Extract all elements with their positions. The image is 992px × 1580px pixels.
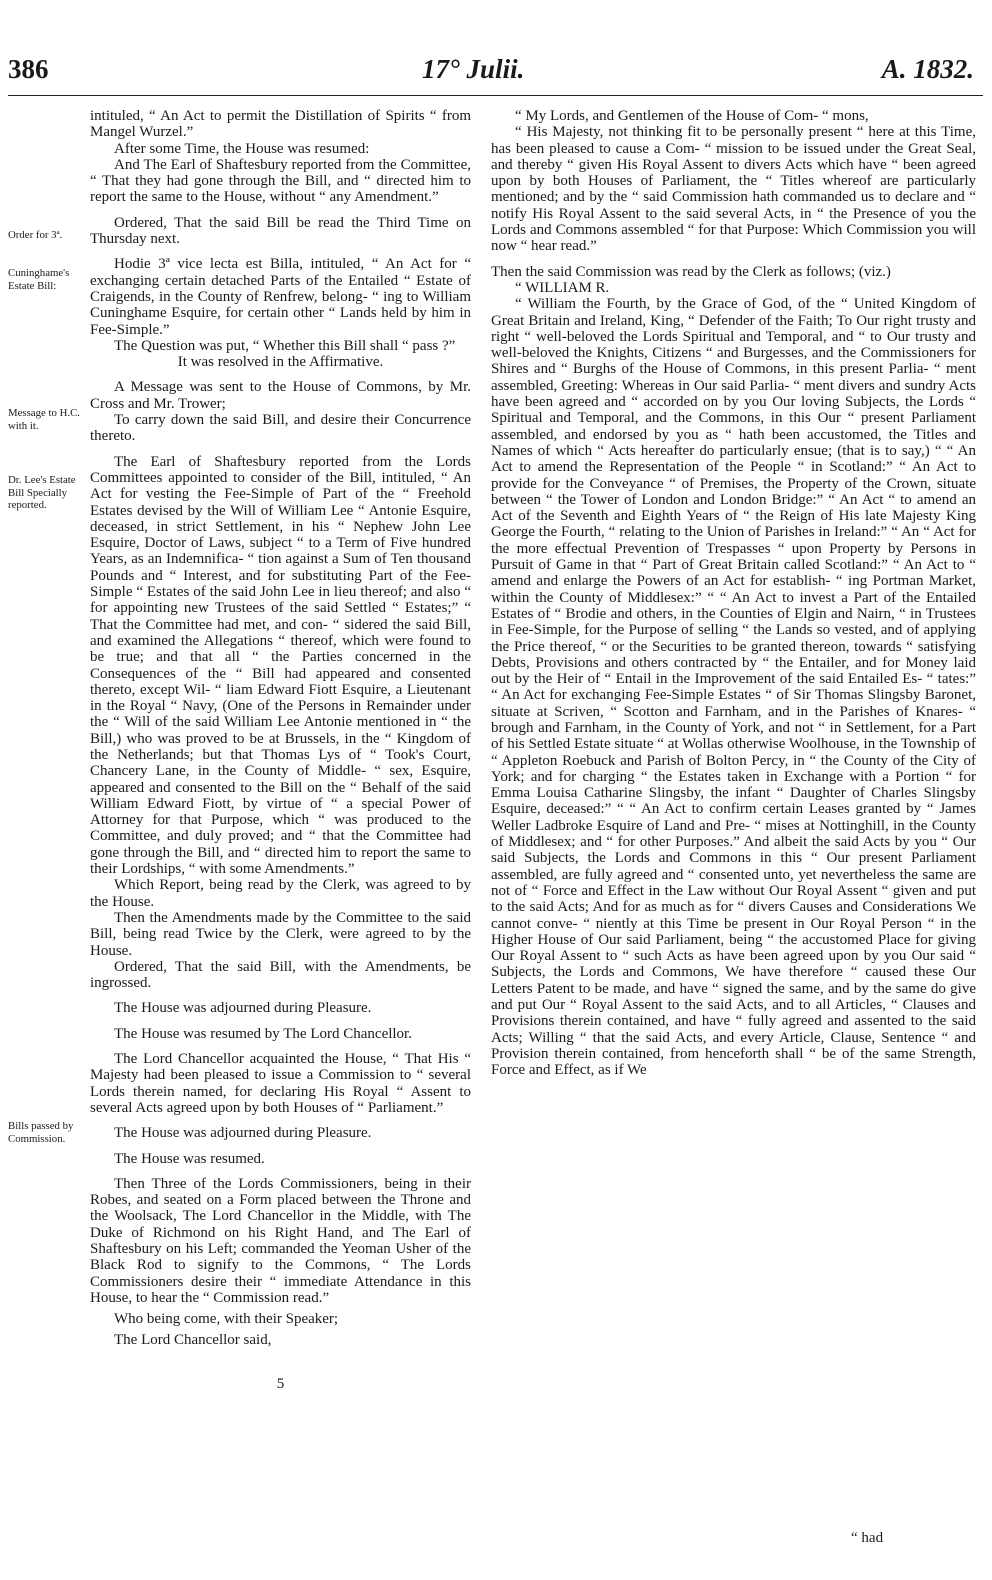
paragraph: The House was resumed by The Lord Chancellor.: [114, 1025, 412, 1042]
margin-note: Cuninghame's Estate Bill:: [8, 267, 70, 292]
margin-note: Message to H.C. with it.: [8, 407, 80, 432]
journal-year: A. 1832.: [881, 54, 974, 84]
paragraph: It was resolved in the Affirmative.: [177, 354, 384, 371]
paragraph: Which Report, being read by the Clerk, was agreed to by the House.: [90, 877, 471, 910]
paragraph: The Question was put, “ Whether this Bill shall “ pass ?”: [114, 337, 456, 354]
page-number: 386: [8, 54, 49, 84]
header-rule: [8, 95, 983, 96]
paragraph: Then the said Commission was read by the Clerk as follows; (viz.): [491, 263, 891, 280]
margin-note: Order for 3ª.: [8, 229, 63, 241]
paragraph: Hodie 3ª vice lecta est Billa, intituled, “ An Act for “ exchanging certain detached Parts of the Entailed “ Estate of Craigends, in the County of Renfrew, belong- “ ing to William Cuninghame Esquire, for certain other “ Lands held by him in Fee-Simple.”: [90, 256, 471, 338]
catchword: “ had: [851, 1530, 884, 1546]
margin-notes: [8, 108, 88, 1508]
right-column: [491, 108, 976, 1079]
paragraph: “ His Majesty, not thinking fit to be personally present “ here at this Time, has been pleased to cause a Com- “ mission to be issued under the Great Seal, and thereby “ given His Royal Assent to divers Acts which have “ been agreed upon by both Houses of Parliament, the “ Titles whereof are particularly mentioned; and by the “ said Commission hath commanded us to declare and “ notify His Royal Assent to the said several Acts, in “ the Presence of you the Lords and Commons assembled “ for that Purpose: Which Commission you will now “ hear read.”: [491, 124, 976, 255]
paragraph: After some Time, the House was resumed:: [114, 140, 370, 157]
signature-mark: 5: [276, 1375, 285, 1392]
paragraph: intituled, “ An Act to permit the Distillation of Spirits “ from Mangel Wurzel.”: [90, 108, 471, 141]
paragraph: Who being come, with their Speaker;: [114, 1311, 339, 1328]
journal-date: 17° Julii.: [422, 54, 525, 84]
paragraph: Ordered, That the said Bill be read the Third Time on Thursday next.: [90, 214, 471, 248]
paragraph: The House was resumed.: [114, 1150, 265, 1167]
paragraph: The Lord Chancellor said,: [114, 1332, 272, 1349]
paragraph: “ My Lords, and Gentlemen of the House of Com- “ mons,: [515, 108, 869, 124]
paragraph: “ William the Fourth, by the Grace of God, of the “ United Kingdom of Great Britain and Ireland, King, “ Defender of the Faith; To Our right trusty and right “ well-beloved the Lords Spiritual and Temporal, and “ to Our trusty and well-beloved the Knights, Citizens “ and Burgesses, and the Commissioners for Shires and “ Burghs of the House of Commons, in this present Parlia- “ ment assembled, Greeting: Whereas in Our said Parlia- “ ment divers and sundry Acts have been agreed and “ accorded on by you Our loving Subjects, the Lords “ Spiritual and Temporal, and the Commons, in this Our “ present Parliament assembled, and endorsed by you as “ hath been accustomed, the Titles and Names of which “ Acts hereafter do particularly ensue; (that is to say,) “ “ An Act to amend the Representation of the People “ in Scotland:” “ An Act to provide for the Conveyance “ of Premises, the Property of the Crown, situate between “ the Tower of London and London Bridge:” “ An Act “ to amend an Act of the Seventh and Eighth Years of “ the Reign of His late Majesty King George the Fourth, “ relating to the Union of Parishes in Ireland:” “ An “ Act for the more effectual Prevention of Trespasses “ upon Property by Persons in Pursuit of Game in that “ Part of Great Britain called Scotland:” “ An Act to “ amend and enlarge the Powers of an Act for establish- “ ing Portman Market, within the County of Middlesex:” “ “ An Act to invest a Part of the Entailed Estates of “ Brodie and others, in the Counties of Elgin and Nairn, “ in Trustees in Fee-Simple, for the Purpose of selling “ the Lands so vested, and of applying the Price thereof, “ or the Securities to be granted thereon, towards “ satisfying Debts, Provisions and others contracted by “ the Entailer, and for Money laid out by the Heir of “ Entail in the Improvement of the said Entailed Es- “ tates:” “ An Act for exchanging Fee-Simple Estates “ of Sir Thomas Slingsby Baronet, situate at Scriven, “ Scotton and Farnham, and in the Parishes of Knares- “ brough and Farnham, in the County of York, and not “ in Settlement, for a Part of his Settled Estate situate “ at Wollas otherwise Woolhouse, in the Township of “ Appleton Roebuck and Parish of Bolton Percy, in “ the County of the City of York; and for charging “ the Estates taken in Exchange with a Portion “ for Emma Louisa Catharine Slingsby, the infant “ Daughter of Charles Slingsby Esquire, deceased:” “ “ An Act to confirm certain Leases granted by “ James Weller Ladbroke Esquire of Land and Pre- “ mises at Nottinghill, in the County of Middlesex; and “ for other Purposes.” And albeit the said Acts by you “ Our said Subjects, the Lords and Commons in this “ Our present Parliament assembled, are fully agreed and “ consented unto, yet nevertheless the same are not of “ Force and Effect in the Law without Our Royal Assent “ given and put to the said Acts; And for as much as for “ divers Causes and Considerations We cannot conve- “ niently at this Time be present in Our Royal Person “ in the Higher House of Our said Parliament, being “ the accustomed Place for giving Our Royal Assent to “ such Acts as have been agreed upon by you Our said “ Subjects, the Lords and Commons, We have therefore “ caused these Our Letters Patent to be made, and have “ signed the same, and by the same do give and put Our “ Royal Assent to the said Acts, and to all Articles, “ Clauses and Provisions therein contained, and have “ fully agreed and assented to the said Acts; Willing “ that the said Acts, and every Article, Clause, Sentence “ and Provision therein contained, from henceforth shall “ be of the same Strength, Force and Effect, as if We: [491, 296, 976, 1079]
paragraph: The House was adjourned during Pleasure.: [114, 1000, 372, 1017]
margin-note: Dr. Lee's Estate Bill Specially reported.: [8, 474, 76, 511]
paragraph: The House was adjourned during Pleasure.: [114, 1125, 372, 1142]
paragraph: “ WILLIAM R.: [515, 279, 610, 296]
paragraph: Ordered, That the said Bill, with the Amendments, be ingrossed.: [90, 958, 471, 992]
paragraph: To carry down the said Bill, and desire their Concurrence thereto.: [90, 412, 471, 445]
left-column: [90, 108, 471, 1392]
paragraph: The Lord Chancellor acquainted the House, “ That His “ Majesty had been pleased to issue a Commission to “ several Lords therein named, for declaring His Royal “ Assent to several Acts agreed upon by both Houses of “ Parliament.”: [90, 1051, 471, 1116]
paragraph: The Earl of Shaftesbury reported from the Lords Committees appointed to consider of the Bill, intituled, “ An Act for vesting the Fee-Simple of Part of the “ Freehold Estates devised by the Will of William Lee “ Antonie Esquire, deceased, in strict Settlement, in his “ Nephew John Lee Esquire, Doctor of Laws, subject “ to a Term of Five hundred Years, as an Indemnifica- “ tion against a Sum of Ten thousand Pounds and “ Interest, and for substituting Part of the Fee-Simple “ Estates of the said John Lee in lieu thereof; and also “ for appointing new Trustees of the said Settled “ Estates;” “ That the Committee had met, and con- “ sidered the said Bill, and examined the Allegations “ thereof, which were found to be true; and that all “ the Parties concerned in the Consequences of the “ Bill had appeared and consented thereto, except Wil- “ liam Edward Fiott Esquire, a Lieutenant in the Royal “ Navy, (One of the Persons in Remainder under the “ Will of the said William Lee Antonie mentioned in “ the Bill,) who was proved to be at Brussels, in the “ Kingdom of the Netherlands; but that Thomas Lys of “ Took's Court, Chancery Lane, in the County of Middle- “ sex, Esquire, appeared and consented to the Bill on the “ Behalf of the said William Edward Fiott, by virtue of “ a special Power of Attorney for that Purpose, which “ was produced to the Committee, and duly proved; and “ that the Committee had gone through the Bill, and “ directed him to report the same to their Lordships, “ with some Amendments.”: [90, 453, 471, 878]
margin-note: Bills passed by Commission.: [8, 1120, 74, 1145]
paragraph: Then the Amendments made by the Committee to the said Bill, being read Twice by the Clerk, were agreed to by the House.: [90, 909, 471, 959]
page-header: [0, 54, 992, 94]
paragraph: A Message was sent to the House of Commons, by Mr. Cross and Mr. Trower;: [90, 379, 471, 412]
paragraph: And The Earl of Shaftesbury reported from the Committee, “ That they had gone through the Bill, and “ directed him to report the same to the House, without “ any Amendment.”: [90, 156, 471, 206]
paragraph: Then Three of the Lords Commissioners, being in their Robes, and seated on a Form placed between the Throne and the Woolsack, The Lord Chancellor in the Middle, with The Duke of Richmond on his Right Hand, and The Earl of Shaftesbury on his Left; commanded the Yeoman Usher of the Black Rod to signify to the Commons, “ The Lords Commissioners desire their “ immediate Attendance in this House, to hear the “ Commission read.”: [90, 1175, 471, 1306]
